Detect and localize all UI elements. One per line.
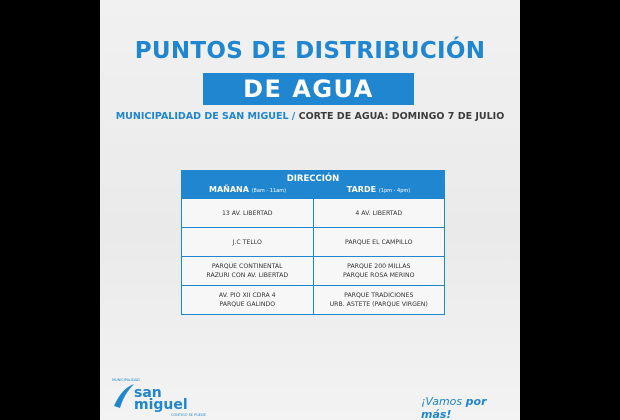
column-morning: MAÑANA (8am - 11am): [208, 185, 287, 194]
table-header: [182, 171, 444, 198]
flyer: [100, 0, 520, 420]
municipality-label: MUNICIPALIDAD DE SAN MIGUEL /: [115, 111, 296, 122]
title-line-1: PUNTOS DE DISTRIBUCIÓN: [134, 38, 486, 64]
subtitle: [100, 111, 520, 122]
morning-cell: J.C TELLO: [232, 238, 262, 246]
morning-cell: AV. PIO XII CDRA 4 PARQUE GALINDO: [218, 292, 276, 308]
afternoon-cell: PARQUE TRADICIONES URB. ASTETE (PARQUE VIRGEN): [313, 286, 445, 314]
notice-label: CORTE DE AGUA: DOMINGO 7 DE JULIO: [298, 111, 505, 122]
afternoon-cell: 4 AV. LIBERTAD: [313, 199, 445, 227]
morning-cell: PARQUE CONTINENTAL RAZURI CON AV. LIBERTAD: [206, 263, 289, 279]
direction-header: DIRECCIÓN: [286, 174, 340, 184]
column-afternoon: TARDE (1pm - 4pm): [346, 185, 411, 194]
slogan: ¡Vamos por más!: [421, 395, 487, 420]
table-row: [182, 227, 444, 256]
table-row: [182, 285, 444, 314]
table-row: [182, 256, 444, 285]
afternoon-cell: PARQUE 200 MILLAS PARQUE ROSA MERINO: [313, 257, 445, 285]
title-line-2: DE AGUA: [203, 73, 414, 105]
distribution-table: [181, 170, 445, 315]
afternoon-cell: PARQUE EL CAMPILLO: [313, 228, 445, 256]
table-row: [182, 198, 444, 227]
morning-cell: 13 AV. LIBERTAD: [221, 209, 273, 217]
wave-icon: [112, 380, 136, 410]
san-miguel-logo: MUNICIPALIDAD san miguel CONTIGO SE PUEDE: [112, 378, 206, 417]
